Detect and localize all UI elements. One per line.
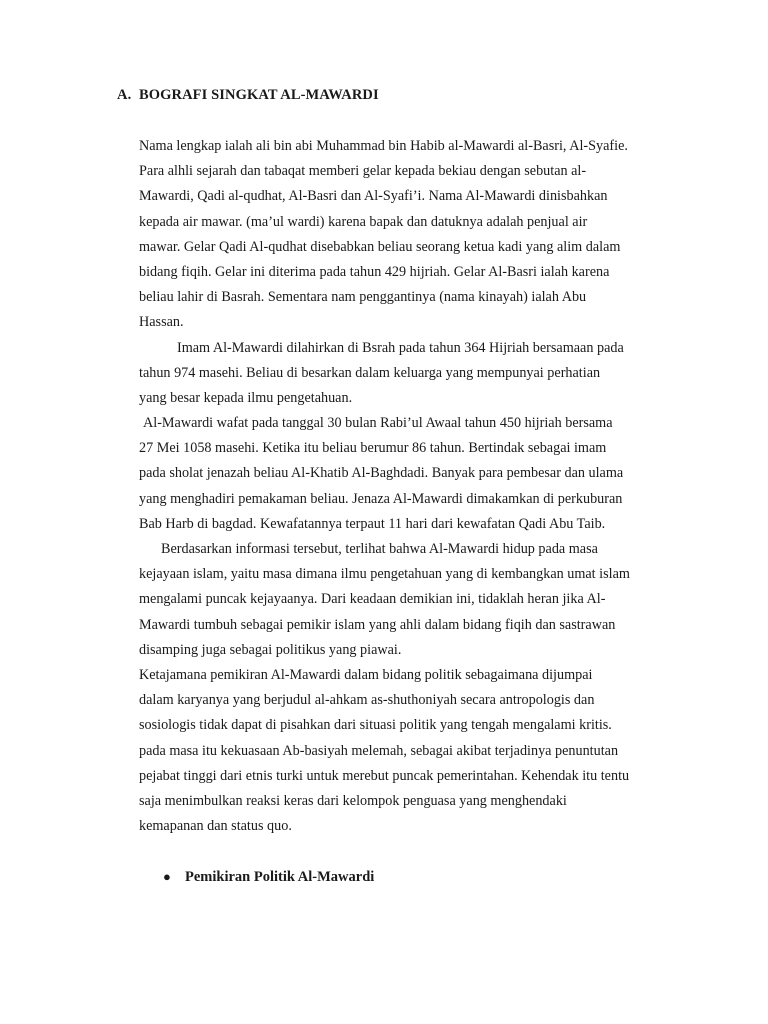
text-line: yang besar kepada ilmu pengetahuan.	[139, 389, 353, 406]
section-heading	[117, 87, 379, 104]
bullet-icon: ●	[163, 869, 171, 884]
bullet-heading: Pemikiran Politik Al-Mawardi	[185, 869, 375, 885]
text-line: Para alhli sejarah dan tabaqat memberi gelar kepada bekiau dengan sebutan al-	[139, 163, 587, 180]
text-line: Ketajamana pemikiran Al-Mawardi dalam bidang politik sebagaimana dijumpai	[139, 666, 593, 683]
bullet-item	[163, 866, 374, 888]
text-line: bidang fiqih. Gelar ini diterima pada tahun 429 hijriah. Gelar Al-Basri ialah karena	[139, 263, 610, 280]
text-line: kejayaan islam, yaitu masa dimana ilmu pengetahuan yang di kembangkan umat islam	[139, 566, 630, 583]
text-line: beliau lahir di Basrah. Sementara nam penggantinya (nama kinayah) ialah Abu	[139, 289, 587, 306]
text-line: 27 Mei 1058 masehi. Ketika itu beliau berumur 86 tahun. Bertindak sebagai imam	[139, 440, 607, 457]
section-title: BOGRAFI SINGKAT AL-MAWARDI	[139, 87, 379, 103]
text-line: Hassan.	[139, 314, 184, 331]
text-line: saja menimbulkan reaksi keras dari kelompok penguasa yang menghendaki	[139, 792, 567, 809]
text-line: Imam Al-Mawardi dilahirkan di Bsrah pada tahun 364 Hijriah bersamaan pada	[177, 339, 624, 356]
body-text	[139, 134, 630, 839]
text-line: Mawardi, Qadi al-qudhat, Al-Basri dan Al-Syafi’i. Nama Al-Mawardi dinisbahkan	[139, 188, 608, 205]
text-line: Nama lengkap ialah ali bin abi Muhammad bin Habib al-Mawardi al-Basri, Al-Syafie.	[139, 138, 628, 154]
text-line: pejabat tinggi dari etnis turki untuk merebut puncak pemerintahan. Kehendak itu tentu	[139, 767, 630, 784]
text-line: Al-Mawardi wafat pada tanggal 30 bulan Rabi’ul Awaal tahun 450 hijriah bersama	[143, 415, 613, 432]
text-line: Bab Harb di bagdad. Kewafatannya terpaut 11 hari dari kewafatan Qadi Abu Taib.	[139, 515, 606, 532]
text-line: kemapanan dan status quo.	[139, 818, 292, 835]
text-line: Mawardi tumbuh sebagai pemikir islam yang ahli dalam bidang fiqih dan sastrawan	[139, 616, 616, 633]
text-line: sosiologis tidak dapat di pisahkan dari situasi politik yang tengah mengalami kritis.	[139, 717, 612, 734]
text-line: Berdasarkan informasi tersebut, terlihat bahwa Al-Mawardi hidup pada masa	[161, 541, 598, 557]
text-line: tahun 974 masehi. Beliau di besarkan dalam keluarga yang mempunyai perhatian	[139, 364, 601, 381]
section-number: A.	[117, 87, 132, 103]
text-line: pada sholat jenazah beliau Al-Khatib Al-Baghdadi. Banyak para pembesar dan ulama	[139, 465, 624, 482]
text-line: mawar. Gelar Qadi Al-qudhat disebabkan beliau seorang ketua kadi yang alim dalam	[139, 238, 621, 255]
text-line: disamping juga sebagai politikus yang piawai.	[139, 641, 402, 658]
text-line: dalam karyanya yang berjudul al-ahkam as-shuthoniyah secara antropologis dan	[139, 692, 595, 709]
text-line: yang menghadiri pemakaman beliau. Jenaza Al-Mawardi dimakamkan di perkuburan	[139, 490, 623, 507]
text-line: kepada air mawar. (ma’ul wardi) karena bapak dan datuknya adalah penjual air	[139, 213, 588, 230]
text-line: mengalami puncak kejayaanya. Dari keadaan demikian ini, tidaklah heran jika Al-	[139, 591, 606, 608]
text-line: pada masa itu kekuasaan Ab-basiyah melemah, sebagai akibat terjadinya penuntutan	[139, 742, 619, 759]
